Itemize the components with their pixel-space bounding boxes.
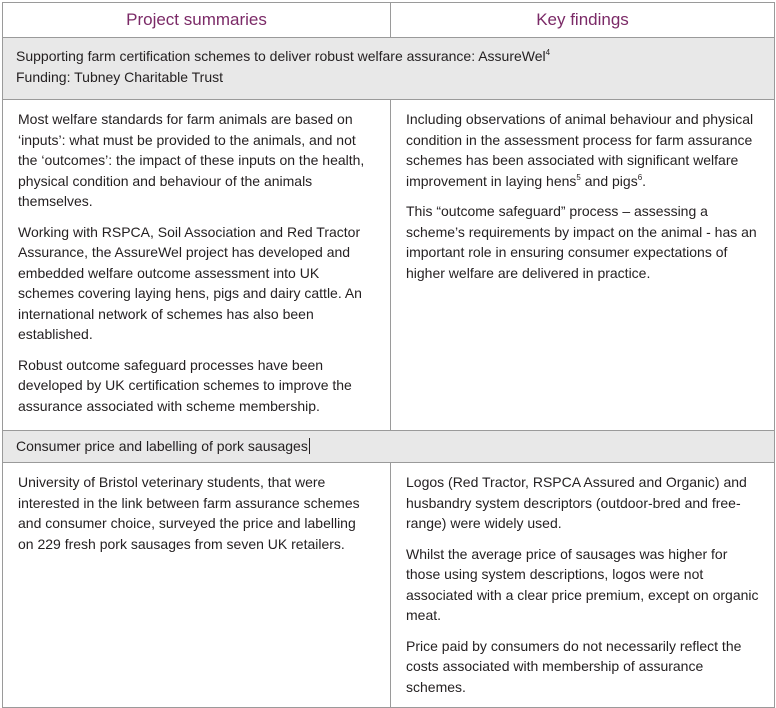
project1-finding-para: Including observations of animal behaviour and physical condition in the assessment process for farm assurance schemes has been associated with significant welfare improvement in laying hens$^5$ and pigs$^6$. [406, 111, 754, 189]
project2-finding-para: Logos (Red Tractor, RSPCA Assured and Organic) and husbandry system descriptors (outdoor-bred and free-range) were widely used. [406, 474, 747, 531]
project-table [2, 2, 775, 708]
project1-finding-para: This “outcome safeguard” process – assessing a scheme’s requirements by impact on the animal - has an important role in ensuring consumer expectations of higher welfare are delivered in practice. [406, 203, 757, 281]
project1-summary-para: Working with RSPCA, Soil Association and Red Tractor Assurance, the AssureWel project has developed and embedded welfare outcome assessment into UK schemes covering laying hens, pigs and dairy cattle. An international network of schemes has also been established. [18, 223, 362, 342]
ref-6: 6 [637, 172, 643, 182]
header-project-summaries: Project summaries [3, 3, 391, 38]
header-key-findings: Key findings [391, 3, 775, 38]
text-cursor [309, 438, 310, 454]
project2-summary-para: University of Bristol veterinary students, that were interested in the link between farm assurance schemes and consumer choice, surveyed the price and labelling on 229 fresh pork sausages from seven UK retailers. [18, 474, 360, 552]
project1-title-row [3, 38, 775, 100]
project1-content-row [3, 100, 775, 431]
project2-title: Consumer price and labelling of pork sausages [16, 438, 308, 454]
project2-findings-cell [391, 463, 775, 708]
project2-summary-cell [3, 463, 391, 708]
project2-title-row [3, 431, 775, 463]
project1-findings-cell [391, 100, 775, 431]
project2-content-row [3, 463, 775, 708]
project1-funding: Funding: Tubney Charitable Trust [16, 69, 224, 85]
project1-summary-para: Most welfare standards for farm animals are based on ‘inputs’: what must be provided to the animals, and not the ‘outcomes’: the impact of these inputs on the health, physical condition and behaviour of the animals themselves. [18, 111, 365, 209]
project2-finding-para: Price paid by consumers do not necessarily reflect the costs associated with membership of assurance schemes. [406, 637, 742, 695]
header-row [3, 3, 775, 38]
project1-summary-para: Robust outcome safeguard processes have been developed by UK certification schemes to improve the assurance associated with scheme membership. [18, 356, 352, 414]
project1-summary-cell [3, 100, 391, 431]
project2-title-cell [3, 431, 775, 463]
project1-title-cell [3, 38, 775, 100]
project2-finding-para: Whilst the average price of sausages was higher for those using system descriptions, logos were not associated with a clear price premium, except on organic meat. [406, 545, 759, 623]
ref-5: 5 [576, 172, 581, 182]
project1-title-ref: 4 [545, 48, 551, 57]
project1-title: Supporting farm certification schemes to deliver robust welfare assurance: AssureWel$^4$ [16, 48, 551, 64]
